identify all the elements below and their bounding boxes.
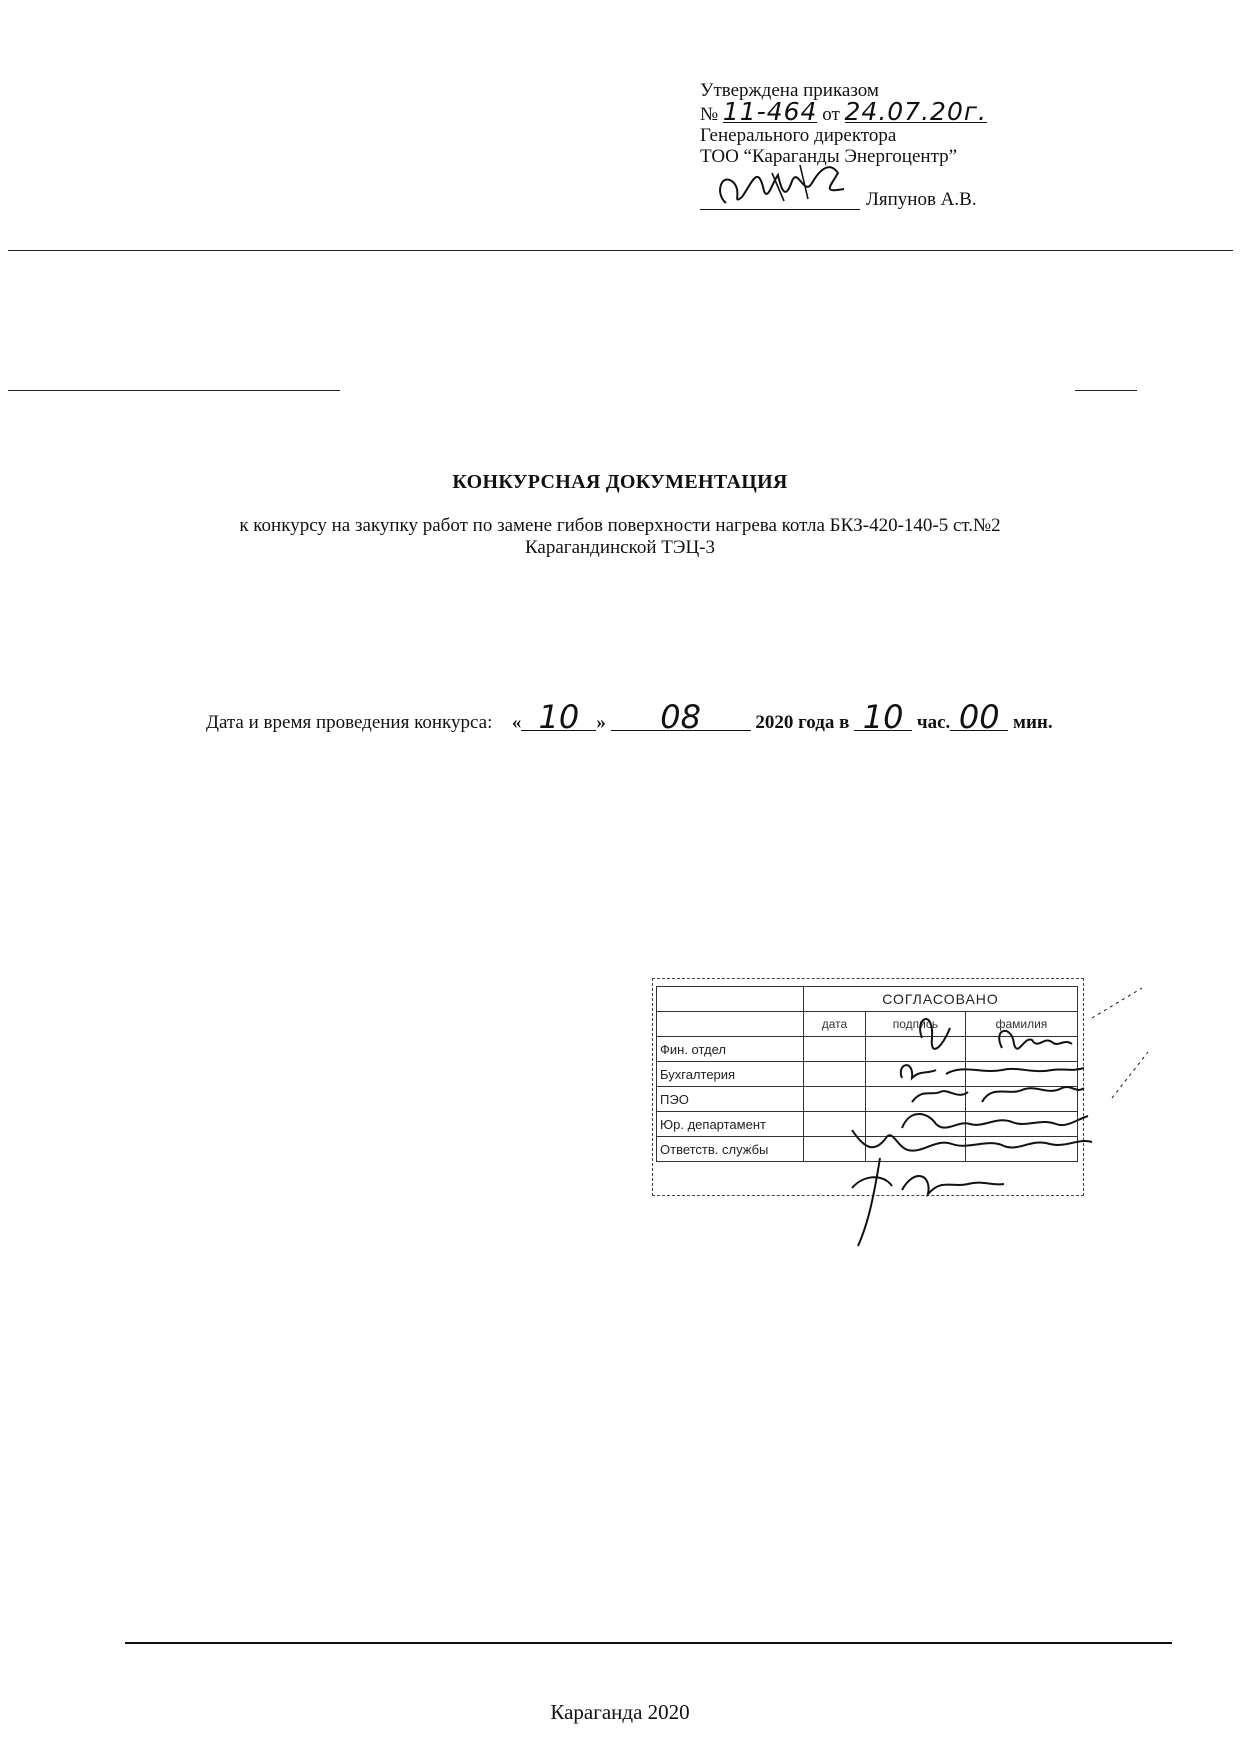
approval-num-prefix: №: [700, 104, 719, 125]
approval-line-1: Утверждена приказом: [700, 80, 879, 101]
contest-hour: 10: [854, 704, 912, 731]
stamp-row-label: Фин. отдел: [657, 1037, 804, 1062]
subtitle-line-1: к конкурсу на закупку работ по замене гибов поверхности нагрева котла БКЗ-420-140-5 ст.№2: [239, 515, 1001, 536]
director-signature: [712, 153, 862, 213]
approval-order-number: 11-464: [722, 97, 818, 126]
contest-day: 10: [521, 704, 596, 731]
approval-order-date: 24.07.20г.: [844, 97, 987, 126]
contest-year-text: 2020 года в: [755, 712, 850, 733]
header-rule: [8, 250, 1233, 251]
approval-stamp: [652, 978, 1084, 1196]
contest-date-label: Дата и время проведения конкурса:: [206, 712, 493, 733]
stamp-col-date: дата: [804, 1012, 866, 1037]
close-quote: »: [596, 712, 606, 733]
contest-month: 08: [611, 704, 751, 731]
signature-underline: [700, 171, 860, 210]
contest-minute-unit: мин.: [1013, 712, 1053, 733]
footer-text: Караганда 2020: [550, 1700, 690, 1724]
approval-line-3: Генерального директора: [700, 125, 897, 146]
stamp-row-label: Юр. департамент: [657, 1112, 804, 1137]
stamp-handwritten-signatures: [652, 978, 1152, 1298]
stamp-row-label: ПЭО: [657, 1087, 804, 1112]
approval-signature-line: [700, 171, 1030, 210]
open-quote: «: [511, 712, 522, 733]
contest-minute: 00: [950, 704, 1008, 731]
stamp-header: СОГЛАСОВАНО: [804, 987, 1078, 1012]
footer-rule: [125, 1642, 1172, 1644]
rule-left: [8, 390, 340, 391]
approval-line-4: ТОО “Караганды Энергоцентр”: [700, 146, 958, 167]
rule-right: [1075, 390, 1137, 391]
document-title: КОНКУРСНАЯ ДОКУМЕНТАЦИЯ: [452, 471, 788, 493]
stamp-col-signature: подпись: [865, 1012, 965, 1037]
approval-block: [700, 80, 1030, 210]
contest-hour-unit: час.: [916, 712, 951, 733]
approval-signer: Ляпунов А.В.: [866, 189, 977, 210]
subtitle-line-2: Карагандинской ТЭЦ-3: [525, 537, 715, 558]
approval-date-prefix: от: [822, 104, 840, 125]
approval-order-line: [700, 97, 1030, 126]
stamp-row-label: Ответств. службы: [657, 1137, 804, 1162]
stamp-col-surname: фамилия: [965, 1012, 1077, 1037]
contest-date-line: [206, 698, 1166, 736]
document-subtitle: [100, 515, 1140, 559]
stamp-row-label: Бухгалтерия: [657, 1062, 804, 1087]
